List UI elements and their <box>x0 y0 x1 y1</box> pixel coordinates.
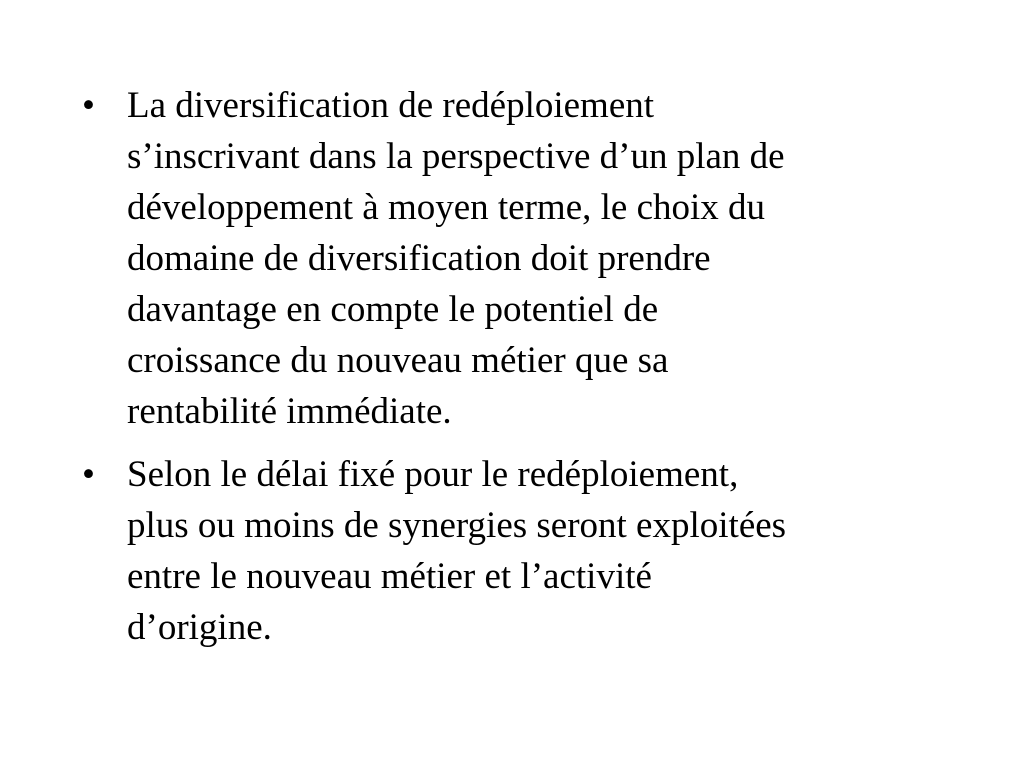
bullet-text-line: s’inscrivant dans la perspective d’un plan de <box>127 136 785 177</box>
bullet-text-line: plus ou moins de synergies seront exploitées <box>127 505 787 546</box>
bullet-text-line: domaine de diversification doit prendre <box>127 238 711 279</box>
bullet-text-line: Selon le délai fixé pour le redéploiement, <box>127 454 739 495</box>
bullet-icon: • <box>82 85 95 126</box>
bullet-text-line: La diversification de redéploiement <box>127 85 655 126</box>
bullet-icon: • <box>82 454 95 495</box>
bullet-item-1 <box>82 80 952 437</box>
bullet-text-line: davantage en compte le potentiel de <box>127 289 659 330</box>
bullet-text-line: d’origine. <box>127 607 272 648</box>
bullet-text-line: développement à moyen terme, le choix du <box>127 187 766 228</box>
bullet-text-line: croissance du nouveau métier que sa <box>127 340 669 381</box>
bullet-list <box>82 80 952 665</box>
bullet-text-line: entre le nouveau métier et l’activité <box>127 556 652 597</box>
bullet-item-2 <box>82 449 952 653</box>
bullet-text-line: rentabilité immédiate. <box>127 391 452 432</box>
